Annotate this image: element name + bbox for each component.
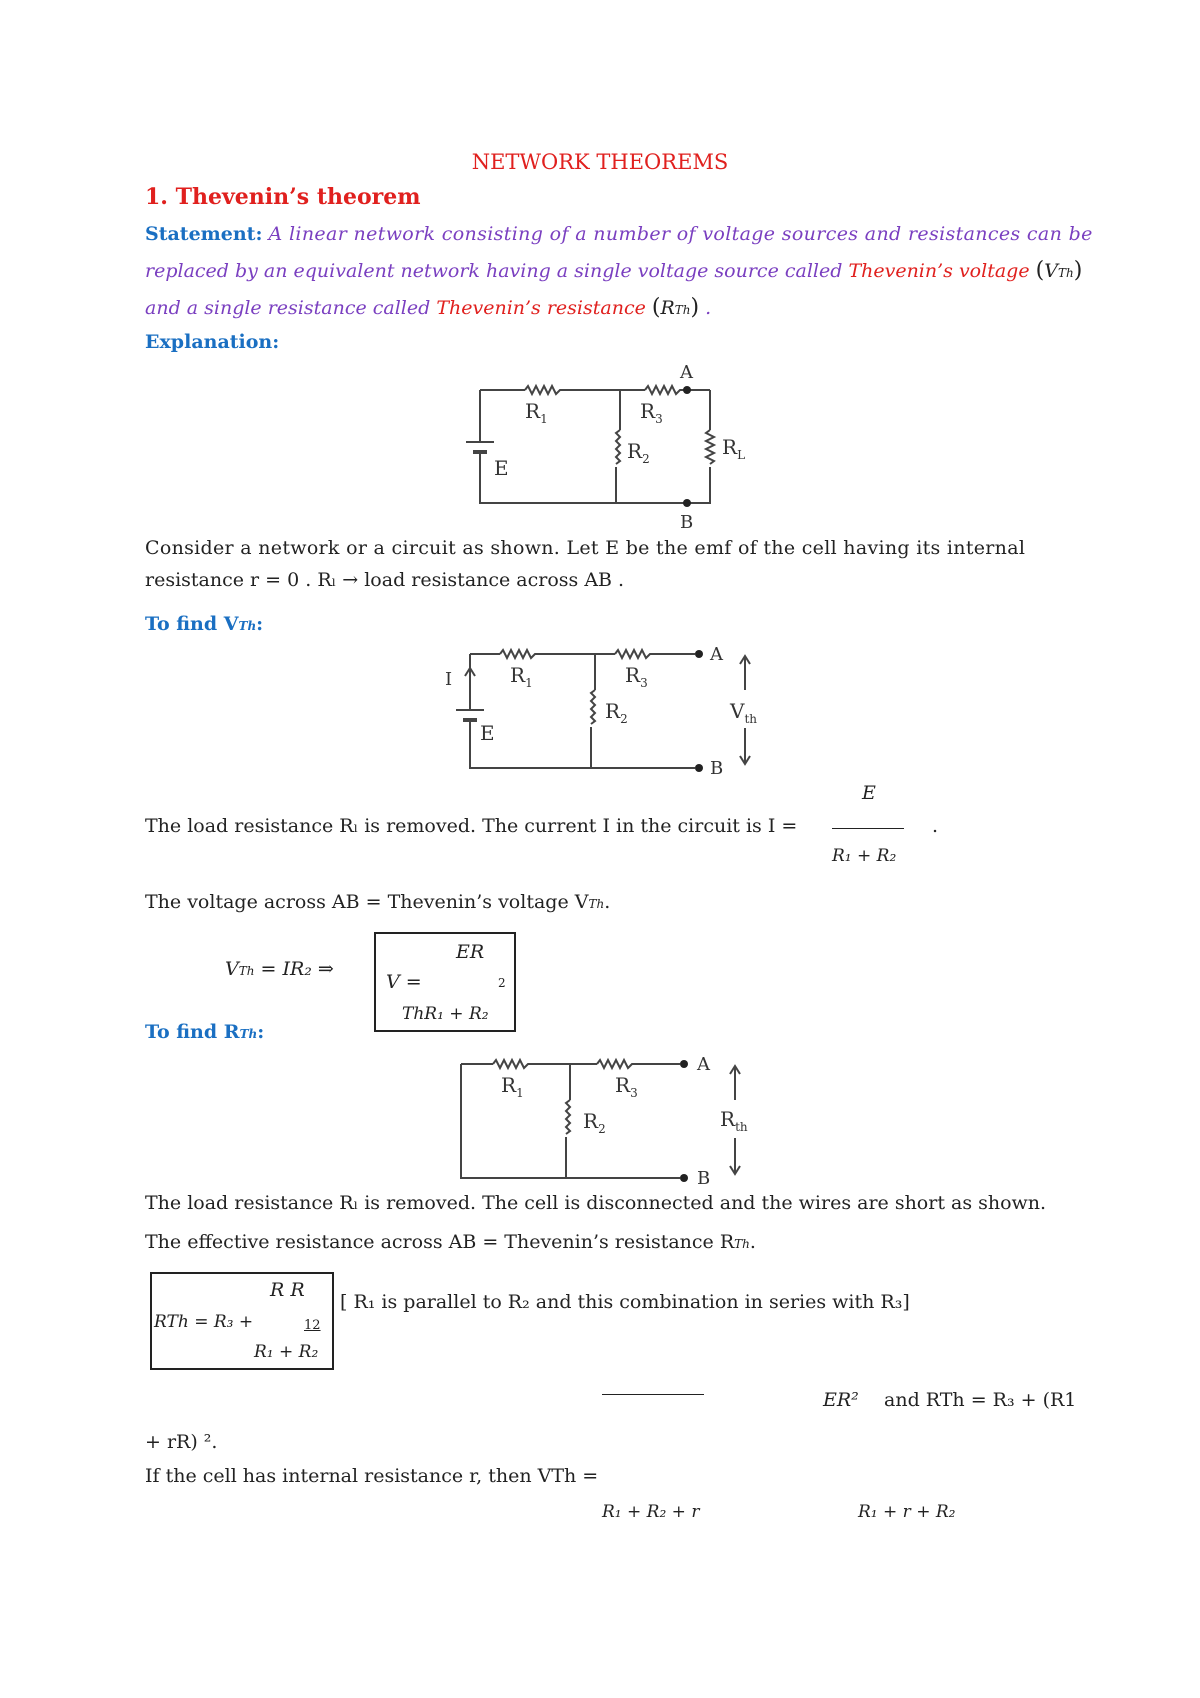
- section-heading: 1. Thevenin’s theorem: [145, 184, 421, 210]
- denominator-1: R₁ + R₂ + r: [602, 1502, 700, 1522]
- para-1-line-2: resistance r = 0 . Rₗ → load resistance across AB .: [145, 569, 625, 591]
- label-r1: $R_1$: [525, 399, 548, 426]
- label-r2: $R_2$: [627, 439, 650, 466]
- label-r2: $R_2$: [605, 699, 628, 726]
- label-r3: $R_3$: [615, 1073, 638, 1100]
- vth-box-sub: 2: [498, 976, 506, 990]
- voltage-across-text: The voltage across AB = Thevenin’s voltage VTh.: [145, 891, 611, 913]
- rth-box-mid: 12: [304, 1318, 321, 1333]
- rth-with-r-eq: and RTh = R₃ + (R1: [884, 1389, 1077, 1411]
- statement-text-2: replaced by an equivalent network having a single voltage source called: [145, 260, 843, 282]
- label-e: E: [494, 456, 509, 480]
- rth-box-lhs: RTh = R₃ +: [154, 1312, 254, 1332]
- er2-numerator: ER²: [823, 1389, 859, 1411]
- find-rth-heading: To find RTh:: [145, 1021, 265, 1043]
- terminal-a-dot: [683, 386, 691, 394]
- statement-line-2: [145, 259, 1082, 285]
- label-i: I: [445, 669, 453, 690]
- circuit-figure-2: [445, 640, 775, 780]
- rth-note: [ R₁ is parallel to R₂ and this combination in series with R₃]: [340, 1291, 910, 1313]
- label-a: A: [710, 644, 723, 665]
- label-r1: $R_1$: [510, 663, 533, 690]
- explanation-label: Explanation:: [145, 331, 280, 353]
- statement-line-3: [145, 296, 711, 322]
- fraction-bar: [832, 828, 904, 829]
- para-1-line-1: Consider a network or a circuit as shown. Let E be the emf of the cell having its internal: [145, 537, 1026, 559]
- vth-box-num: ER: [456, 941, 485, 963]
- rth-formula-box: [150, 1272, 334, 1370]
- terminal-b-dot: [680, 1174, 688, 1182]
- label-r1: $R_1$: [501, 1073, 524, 1100]
- label-rth: $R_{th}$: [720, 1107, 748, 1134]
- load-removed-text-1: The load resistance Rₗ is removed. The current I in the circuit is I =: [145, 815, 798, 837]
- label-b: B: [710, 758, 724, 779]
- label-r3: $R_3$: [640, 399, 663, 426]
- statement-line-1: [145, 222, 1093, 246]
- label-e: E: [480, 721, 495, 745]
- vth-box-den: ThR₁ + R₂: [402, 1004, 489, 1024]
- effective-resistance-text: The effective resistance across AB = Thevenin’s resistance RTh.: [145, 1231, 756, 1253]
- rth-box-num: R R: [270, 1279, 305, 1301]
- denominator-2: R₁ + r + R₂: [858, 1502, 956, 1522]
- terminal-b-dot: [695, 764, 703, 772]
- last-line-2: + rR) ².: [145, 1431, 218, 1453]
- page-title: NETWORK THEOREMS: [471, 150, 729, 174]
- current-eq-denominator: R₁ + R₂: [832, 846, 897, 866]
- thevenin-resistance-term: Thevenin’s resistance: [436, 297, 646, 319]
- label-a: A: [697, 1054, 710, 1075]
- paren: (: [651, 295, 661, 320]
- label-rl: $R_L$: [722, 435, 746, 462]
- label-r3: $R_3$: [625, 663, 648, 690]
- rth-sub: Th: [674, 303, 691, 317]
- rth-box-den: R₁ + R₂: [254, 1342, 319, 1362]
- terminal-a-dot: [680, 1060, 688, 1068]
- current-eq-dot: .: [932, 815, 939, 837]
- vth-symbol: V: [1044, 260, 1058, 282]
- statement-label: Statement:: [145, 223, 263, 245]
- paren: (: [1035, 258, 1045, 283]
- circuit-figure-3: [455, 1050, 775, 1190]
- terminal-a-dot: [695, 650, 703, 658]
- vth-eq-left: VTh = IR₂ ⇒: [225, 958, 334, 980]
- internal-resistance-text: If the cell has internal resistance r, then VTh =: [145, 1465, 599, 1487]
- vth-box-lhs: V =: [386, 971, 422, 993]
- current-eq-numerator: E: [862, 782, 876, 804]
- fraction-bar: [602, 1394, 704, 1395]
- circuit-figure-1: [460, 360, 760, 535]
- statement-text: A linear network consisting of a number of voltage sources and resistances can be: [268, 223, 1093, 245]
- vth-sub: Th: [1057, 266, 1074, 280]
- terminal-b-dot: [683, 499, 691, 507]
- statement-text-3: and a single resistance called: [145, 297, 431, 319]
- period: .: [705, 297, 712, 319]
- label-a: A: [680, 362, 693, 383]
- vth-formula-box: [374, 932, 516, 1032]
- paren: ): [1073, 258, 1083, 283]
- label-b: B: [680, 512, 694, 533]
- load-removed-text-2: The load resistance Rₗ is removed. The cell is disconnected and the wires are short as shown.: [145, 1192, 1047, 1214]
- paren: ): [690, 295, 700, 320]
- label-vth: $V_{th}$: [730, 699, 758, 726]
- label-b: B: [697, 1168, 711, 1189]
- label-r2: $R_2$: [583, 1109, 606, 1136]
- thevenin-voltage-term: Thevenin’s voltage: [848, 260, 1030, 282]
- find-vth-heading: To find VTh:: [145, 613, 264, 635]
- rth-symbol: R: [660, 297, 675, 319]
